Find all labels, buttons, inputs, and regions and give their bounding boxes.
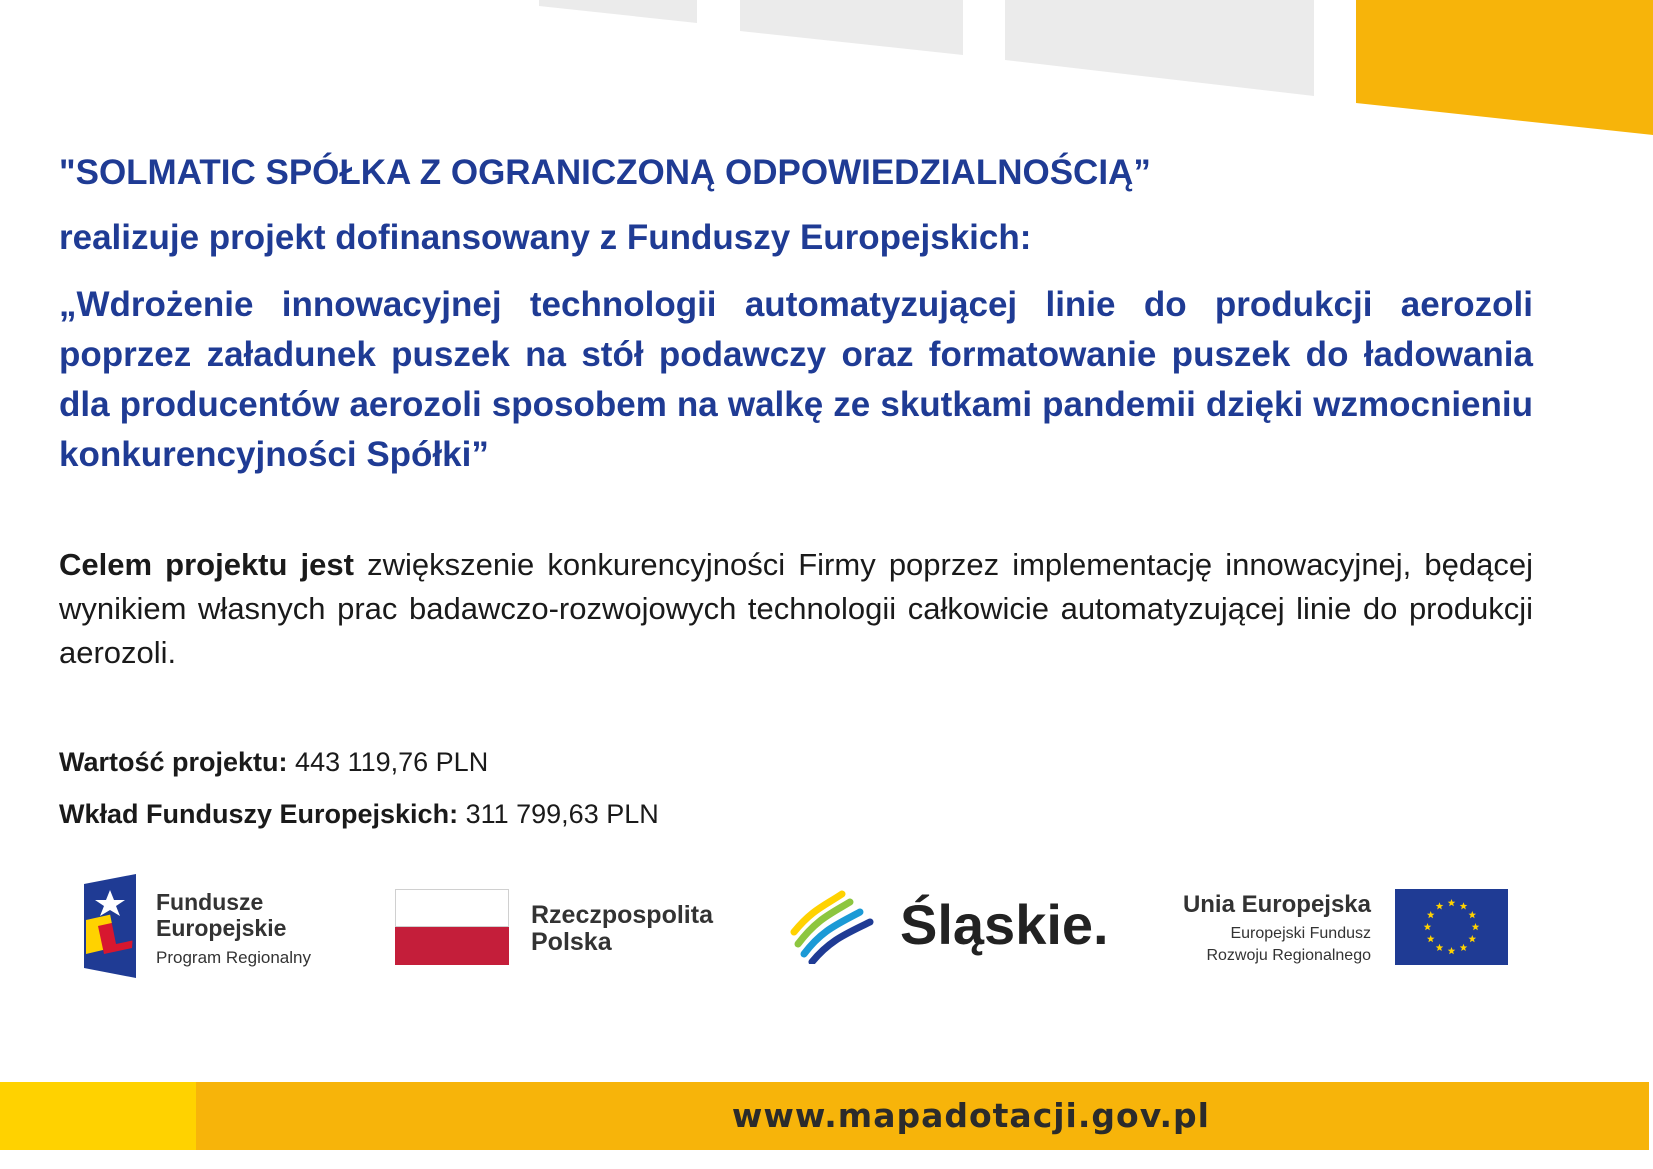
rp-logo-line1: Rzeczpospolita [531,901,713,929]
ue-logo-line2: Europejski Fundusz [1230,925,1371,942]
fe-logo-line1: Fundusze [156,889,264,915]
company-name: "SOLMATIC SPÓŁKA Z OGRANICZONĄ ODPOWIEDZIALNOŚCIĄ” [59,153,1151,192]
project-value-line [59,747,488,778]
footer-url-link[interactable]: www.mapadotacji.gov.pl [731,1096,1210,1135]
top-gray-stripe-3 [1005,0,1314,96]
top-gray-stripe-2 [740,0,963,55]
top-orange-stripe [1356,0,1653,135]
project-goal-label: Celem projektu jest [59,547,354,582]
eu-contribution-amount: 311 799,63 PLN [465,799,659,829]
eu-flag-icon [1395,889,1508,965]
ue-logo-line1: Unia Europejska [1182,891,1371,918]
project-title: „Wdrożenie innowacyjnej technologii automatyzującej linie do produkcji aerozoli poprzez załadunek puszek na stół podawczy oraz formatowanie puszek do ładowania dla producentów aerozoli sposobem na walkę ze skutkami pandemii dzięki wzmocnieniu konkurencyjności Spółki” [59,285,1533,474]
project-value-label: Wartość projektu: [59,747,288,777]
project-value-amount: 443 119,76 PLN [295,747,489,777]
slaskie-text: Śląskie. [900,893,1109,956]
project-goal [59,543,1533,675]
slaskie-waves-icon [790,888,874,964]
rp-logo-line2: Polska [531,928,612,956]
ue-logo-line3: Rozwoju Regionalnego [1206,947,1371,964]
project-goal-text: zwiększenie konkurencyjności Firmy poprzez implementację innowacyjnej, będącej wynikiem własnych prac badawczo-rozwojowych technologii całkowicie automatyzującej linie do produkcji aerozoli. [59,547,1534,670]
polish-flag-icon [395,889,509,965]
fundusze-europejskie-star-icon [80,874,140,978]
footer-yellow-band [0,1082,196,1150]
eu-contribution-label: Wkład Funduszy Europejskich: [59,799,459,829]
fe-logo-line3: Program Regionalny [156,948,311,967]
project-intro: realizuje projekt dofinansowany z Funduszy Europejskich: [59,218,1032,257]
top-decoration [0,0,1653,140]
fe-logo-line2: Europejskie [156,915,287,941]
top-gray-stripe-1 [539,0,697,23]
eu-contribution-line [59,799,659,830]
